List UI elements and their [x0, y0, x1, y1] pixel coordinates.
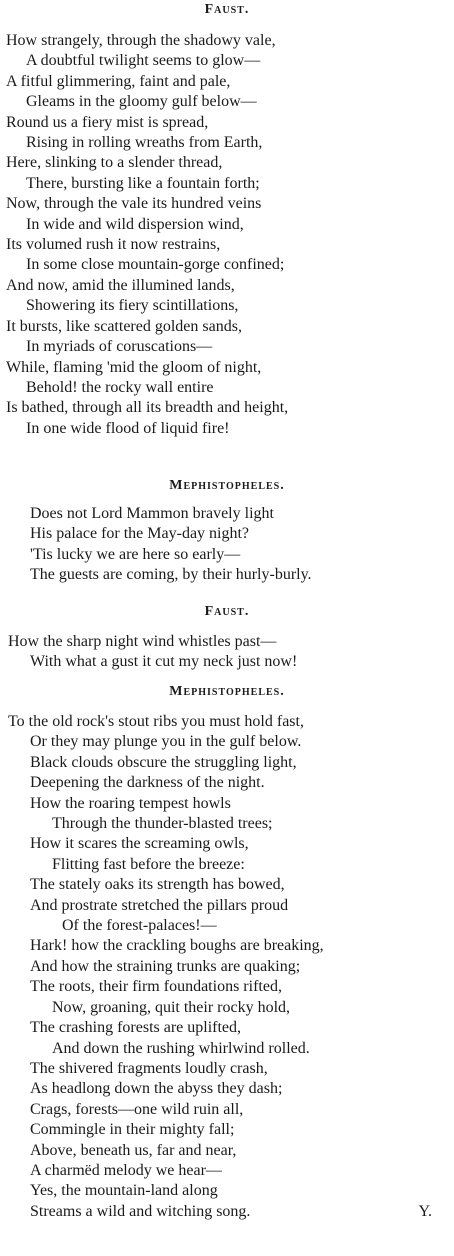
verse-line: With what a gust it cut my neck just now!	[30, 653, 298, 671]
verse-line: The roots, their firm foundations rifted,	[30, 978, 282, 996]
verse-line: Its volumed rush it now restrains,	[6, 236, 221, 254]
verse-line: Behold! the rocky wall entire	[26, 378, 214, 396]
speaker-heading: Faust.	[204, 2, 250, 17]
verse-line: Streams a wild and witching song.	[30, 1202, 251, 1220]
speaker-heading: Mephistopheles.	[169, 478, 285, 493]
verse-line: How it scares the screaming owls,	[30, 835, 249, 853]
verse-line: In one wide flood of liquid fire!	[26, 419, 230, 437]
final-line-row	[0, 1202, 454, 1222]
verse-line: As headlong down the abyss they dash;	[30, 1080, 283, 1098]
verse-line: And down the rushing whirlwind rolled.	[52, 1039, 310, 1057]
verse-block	[0, 712, 454, 1222]
verse-line: How the roaring tempest howls	[30, 794, 231, 812]
verse-line: Black clouds obscure the struggling light,	[30, 753, 297, 771]
verse-line: While, flaming 'mid the gloom of night,	[6, 358, 262, 376]
verse-line: A fitful glimmering, faint and pale,	[6, 72, 231, 90]
author-signature: Y.	[418, 1202, 432, 1220]
verse-line: Above, beneath us, far and near,	[30, 1141, 237, 1159]
verse-line: Or they may plunge you in the gulf below.	[30, 733, 302, 751]
verse-line: And how the straining trunks are quaking;	[30, 957, 301, 975]
verse-line: Yes, the mountain-land along	[30, 1182, 218, 1200]
verse-line: Of the forest-palaces!—	[62, 917, 217, 935]
speech-mephistopheles-2	[0, 682, 454, 1222]
verse-line: A doubtful twilight seems to glow—	[26, 52, 261, 70]
speech-faust-2	[0, 602, 454, 673]
verse-line: The shivered fragments loudly crash,	[30, 1059, 268, 1077]
verse-line: In wide and wild dispersion wind,	[26, 215, 244, 233]
verse-line: In myriads of coruscations—	[26, 338, 213, 356]
verse-line: A charmëd melody we hear—	[30, 1161, 222, 1179]
verse-line: His palace for the May-day night?	[30, 525, 250, 543]
verse-line: How the sharp night wind whistles past—	[8, 633, 277, 650]
verse-line: There, bursting like a fountain forth;	[26, 174, 260, 192]
verse-line: Here, slinking to a slender thread,	[6, 154, 223, 172]
speech-mephistopheles-1	[0, 476, 454, 586]
verse-line: Through the thunder-blasted trees;	[52, 815, 273, 833]
verse-line: The guests are coming, by their hurly-burly.	[30, 566, 312, 584]
verse-line: Round us a fiery mist is spread,	[6, 113, 209, 131]
verse-line: Now, groaning, quit their rocky hold,	[52, 998, 291, 1016]
verse-line: Rising in rolling wreaths from Earth,	[26, 134, 263, 152]
verse-line: And prostrate stretched the pillars proud	[30, 896, 289, 914]
verse-line: To the old rock's stout ribs you must hold fast,	[8, 713, 304, 730]
verse-line: Showering its fiery scintillations,	[26, 297, 239, 315]
verse-block	[0, 31, 454, 439]
verse-block	[0, 632, 454, 673]
verse-line: In some close mountain-gorge confined;	[26, 256, 285, 274]
verse-line: Flitting fast before the breeze:	[52, 855, 245, 873]
verse-line: 'Tis lucky we are here so early—	[30, 545, 241, 563]
verse-line: Hark! how the crackling boughs are breaking,	[30, 937, 324, 955]
speaker-heading: Faust.	[204, 604, 250, 619]
speech-faust-1	[0, 0, 454, 439]
verse-line: The crashing forests are uplifted,	[30, 1019, 242, 1037]
verse-line: And now, amid the illumined lands,	[6, 276, 235, 294]
verse-line: Deepening the darkness of the night.	[30, 774, 265, 792]
verse-line: It bursts, like scattered golden sands,	[6, 317, 242, 335]
verse-line: Does not Lord Mammon bravely light	[30, 505, 274, 522]
verse-line: How strangely, through the shadowy vale,	[6, 32, 276, 49]
verse-block	[0, 504, 454, 586]
verse-line: Is bathed, through all its breadth and height,	[6, 399, 289, 417]
speaker-heading: Mephistopheles.	[169, 684, 285, 699]
verse-line: Commingle in their mighty fall;	[30, 1121, 235, 1139]
verse-line: Now, through the vale its hundred veins	[6, 195, 262, 213]
verse-line: Gleams in the gloomy gulf below—	[26, 93, 257, 111]
verse-line: The stately oaks its strength has bowed,	[30, 876, 285, 894]
verse-line: Crags, forests—one wild ruin all,	[30, 1100, 244, 1118]
